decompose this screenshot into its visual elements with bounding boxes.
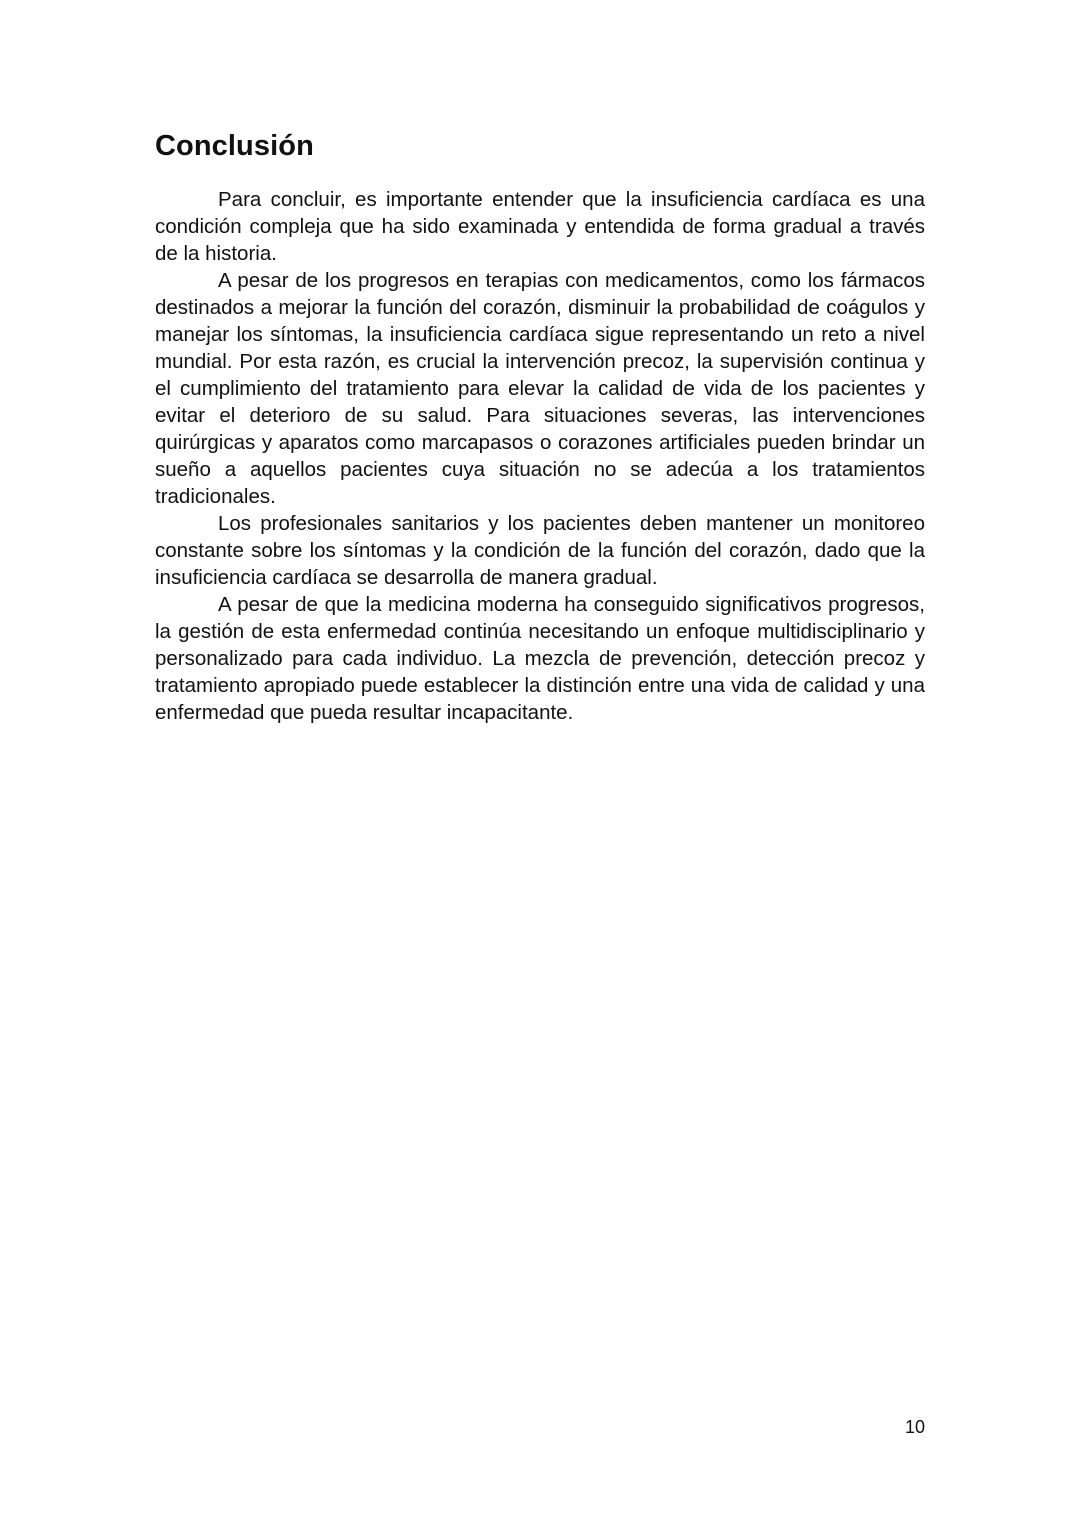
- paragraph-1: Para concluir, es importante entender que la insuficiencia cardíaca es una condición compleja que ha sido examinada y entendida de forma gradual a través de la historia.: [155, 188, 925, 265]
- paragraph-2: A pesar de los progresos en terapias con medicamentos, como los fármacos destinados a mejorar la función del corazón, disminuir la probabilidad de coágulos y manejar los síntomas, la insuficiencia cardíaca sigue representando un reto a nivel mundial. Por esta razón, es crucial la intervención precoz, la supervisión continua y el cumplimiento del tratamiento para elevar la calidad de vida de los pacientes y evitar el deterioro de su salud. Para situaciones severas, las intervenciones quirúrgicas y aparatos como marcapasos o corazones artificiales pueden brindar un sueño a aquellos pacientes cuya situación no se adecúa a los tratamientos tradicionales.: [155, 269, 925, 508]
- paragraph-4: A pesar de que la medicina moderna ha conseguido significativos progresos, la gestión de esta enfermedad continúa necesitando un enfoque multidisciplinario y personalizado para cada individuo. La mezcla de prevención, detección precoz y tratamiento apropiado puede establecer la distinción entre una vida de calidad y una enfermedad que pueda resultar incapacitante.: [155, 593, 925, 724]
- section-heading: Conclusión: [155, 130, 314, 162]
- page-content: [155, 128, 925, 726]
- paragraph-3: Los profesionales sanitarios y los pacientes deben mantener un monitoreo constante sobre los síntomas y la condición de la función del corazón, dado que la insuficiencia cardíaca se desarrolla de manera gradual.: [155, 512, 925, 589]
- page-number: 10: [904, 1417, 925, 1437]
